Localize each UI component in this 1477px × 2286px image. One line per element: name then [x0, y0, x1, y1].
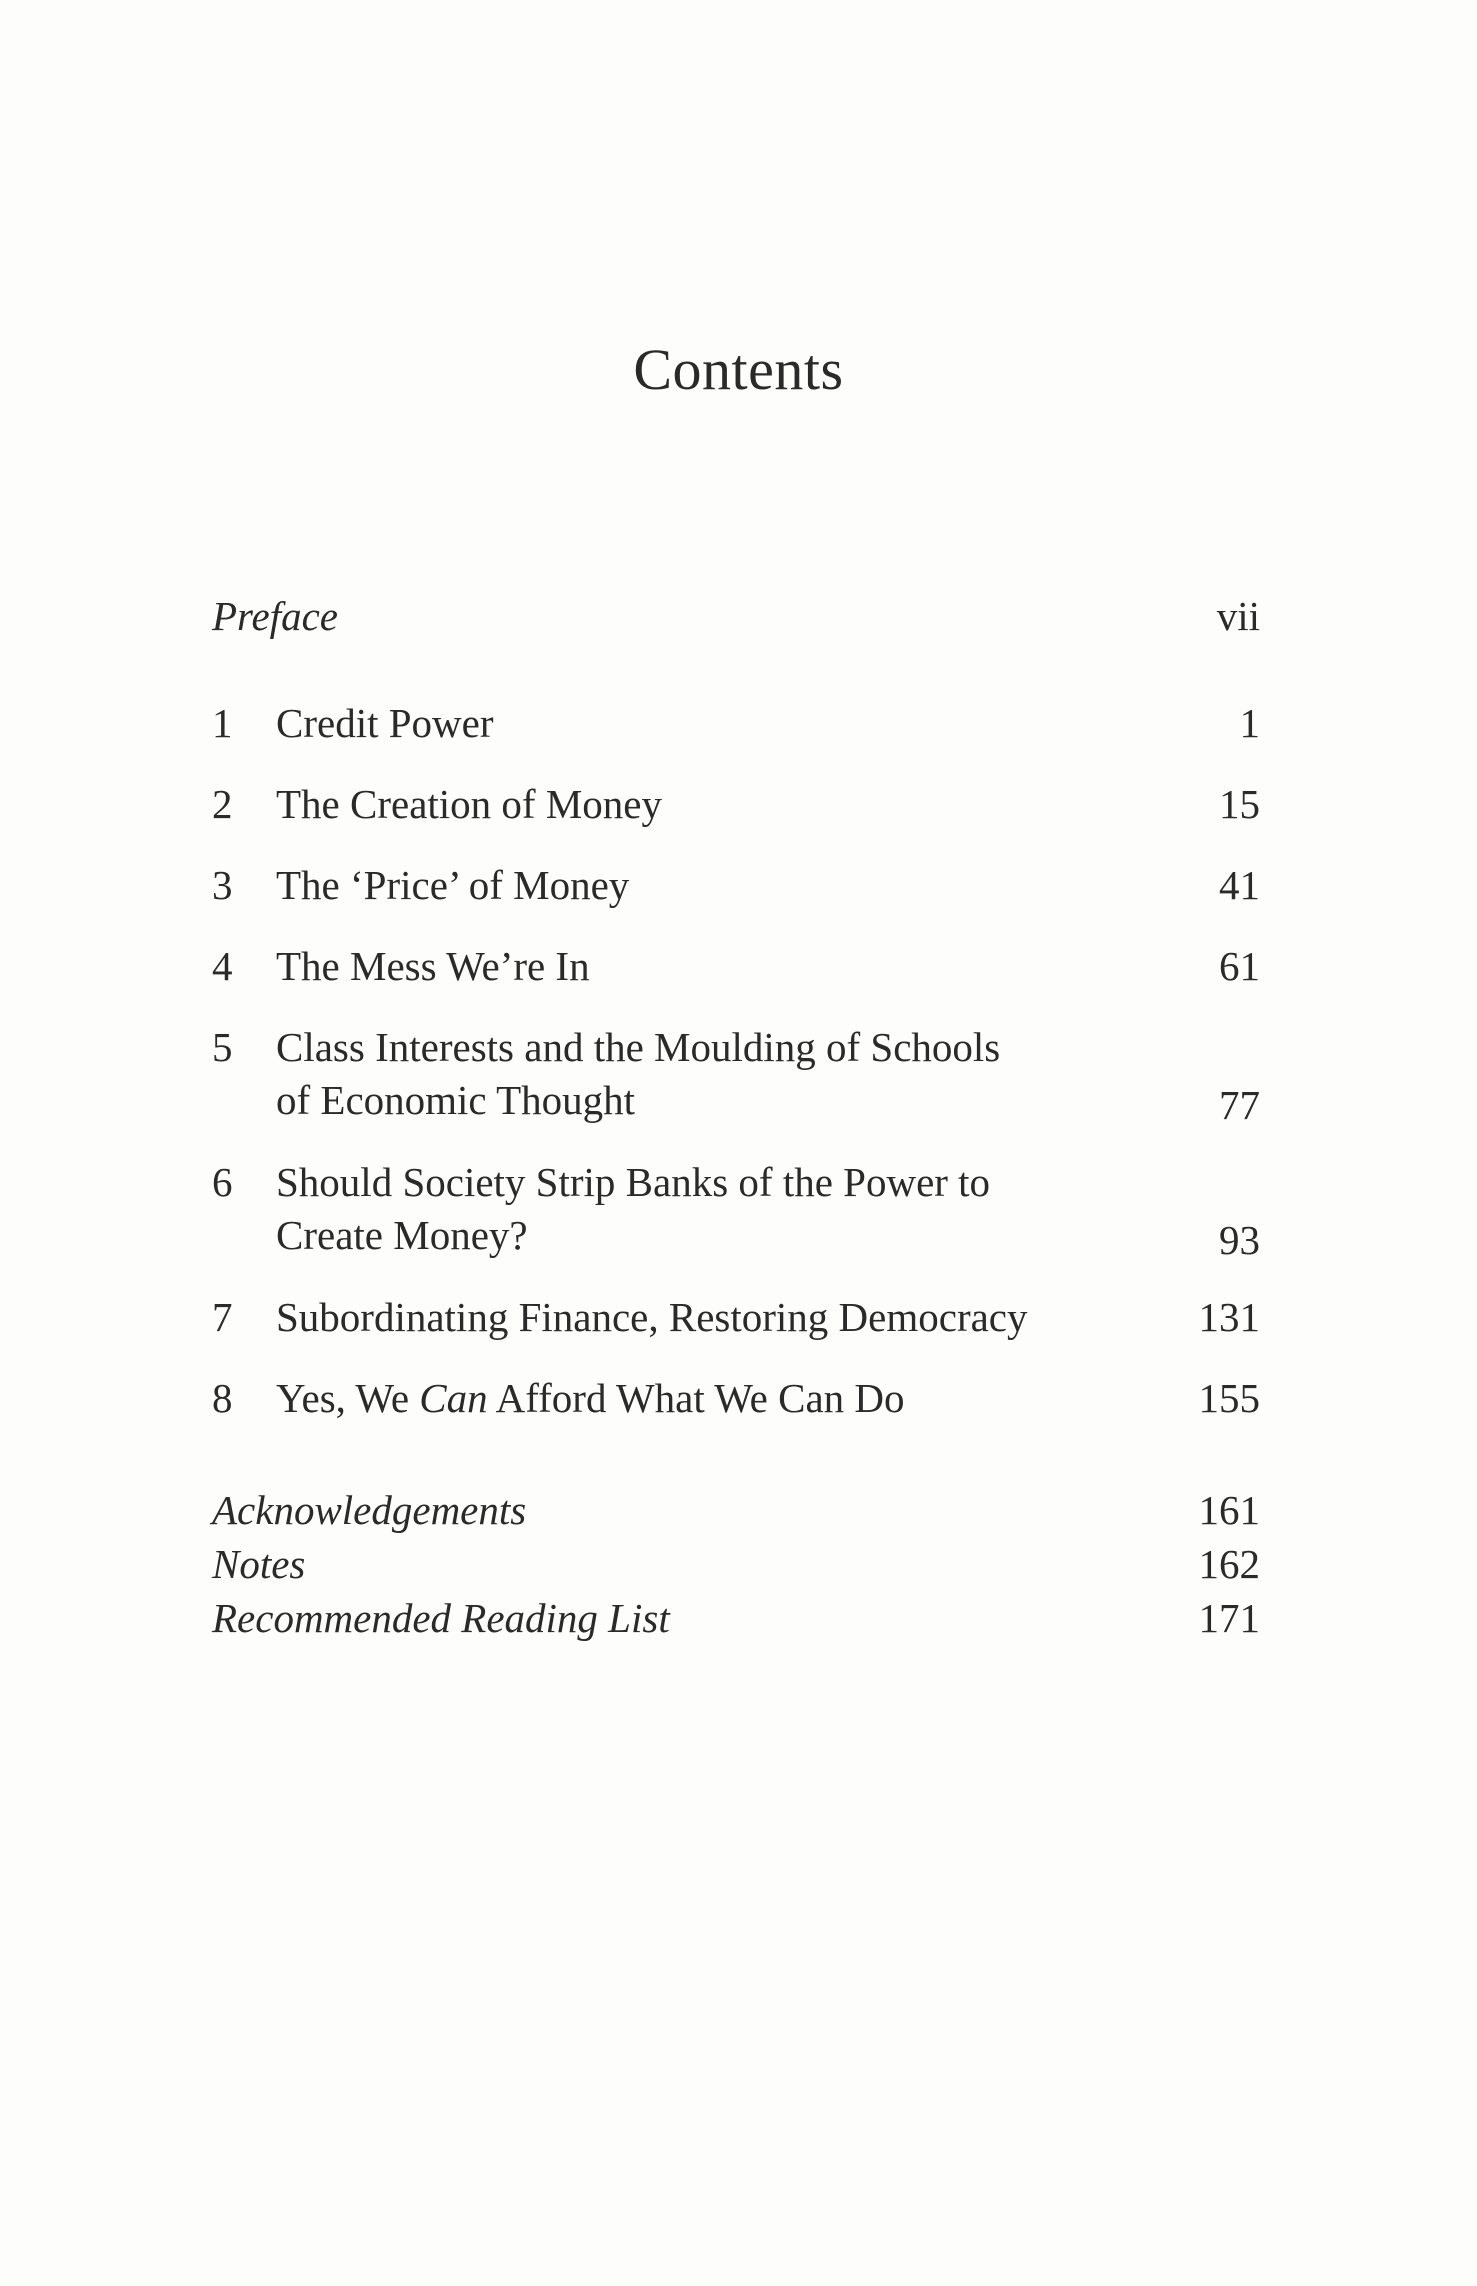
toc-page-number: 15 — [1219, 781, 1260, 827]
chapter-number: 4 — [212, 943, 233, 989]
toc-page-number: 162 — [1198, 1541, 1260, 1587]
toc-entry-label: Acknowledgements — [212, 1487, 527, 1533]
toc-page-number: 77 — [1219, 1082, 1260, 1128]
chapter-title: Credit Power — [276, 700, 494, 746]
toc-page-number: 1 — [1239, 700, 1260, 746]
chapter-title-part: Afford What We Can Do — [487, 1375, 905, 1421]
toc-entry-chapter-5[interactable] — [212, 1021, 1260, 1131]
toc-entry-label: Notes — [212, 1541, 306, 1587]
toc-entry-label: Preface — [212, 593, 338, 639]
chapter-title-line-2: Create Money? — [276, 1212, 528, 1258]
toc-page-number: 131 — [1198, 1294, 1260, 1340]
chapter-title: Subordinating Finance, Restoring Democracy — [276, 1294, 1028, 1340]
chapter-title-line-2: of Economic Thought — [276, 1077, 636, 1123]
chapter-number: 5 — [212, 1024, 233, 1070]
chapter-number: 7 — [212, 1294, 233, 1340]
page-title: Contents — [633, 337, 844, 402]
chapter-title — [276, 1372, 1106, 1425]
toc-page-number: 93 — [1219, 1217, 1260, 1263]
table-of-contents — [212, 0, 1260, 2286]
chapter-number: 3 — [212, 862, 233, 908]
chapter-number: 1 — [212, 700, 233, 746]
chapter-title-line-1: Class Interests and the Moulding of Schools — [276, 1024, 1001, 1070]
chapter-title-line-1: Should Society Strip Banks of the Power to — [276, 1159, 991, 1205]
toc-entry-label: Recommended Reading List — [212, 1595, 670, 1641]
toc-entry-chapter-6[interactable] — [212, 1156, 1260, 1266]
chapter-title-emphasis: Can — [419, 1375, 488, 1421]
chapter-number: 6 — [212, 1159, 233, 1205]
toc-page-number: 171 — [1198, 1595, 1260, 1641]
chapter-number: 8 — [212, 1375, 233, 1421]
toc-page-number: 155 — [1198, 1375, 1260, 1421]
chapter-title-part: Yes, We — [276, 1375, 420, 1421]
chapter-title: The Mess We’re In — [276, 943, 590, 989]
toc-page-number: 61 — [1219, 943, 1260, 989]
toc-page-number: 161 — [1198, 1487, 1260, 1533]
toc-page-number: vii — [1216, 593, 1260, 639]
chapter-title: The ‘Price’ of Money — [276, 862, 630, 908]
toc-page-number: 41 — [1219, 862, 1260, 908]
chapter-number: 2 — [212, 781, 233, 827]
chapter-title: The Creation of Money — [276, 781, 662, 827]
